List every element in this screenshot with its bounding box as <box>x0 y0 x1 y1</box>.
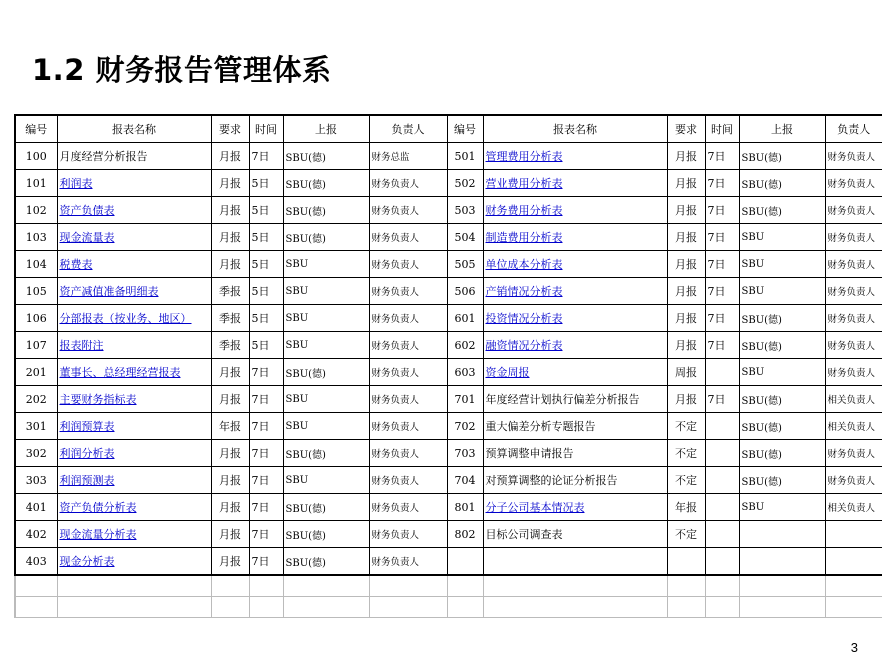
table-row <box>15 251 882 278</box>
cell-report-to-right <box>739 521 825 548</box>
table-row <box>15 548 882 576</box>
cell-report-to-right: SBU(德) <box>739 305 825 332</box>
empty-cell <box>447 597 483 618</box>
cell-report-name-right <box>483 305 667 332</box>
empty-cell <box>739 575 825 597</box>
report-link[interactable]: 现金流量分析表 <box>59 528 137 541</box>
cell-no: 100 <box>15 143 57 170</box>
report-link[interactable]: 资产负债分析表 <box>59 501 137 514</box>
cell-requirement: 月报 <box>211 170 249 197</box>
cell-no-right: 503 <box>447 197 483 224</box>
table-row <box>15 143 882 170</box>
empty-cell <box>825 597 882 618</box>
empty-cell <box>249 575 283 597</box>
cell-report-to: SBU(德) <box>283 359 369 386</box>
cell-owner: 财务负责人 <box>369 278 447 305</box>
cell-owner: 财务负责人 <box>369 332 447 359</box>
report-link[interactable]: 董事长、总经理经营报表 <box>59 366 181 379</box>
cell-time-right: 7日 <box>705 278 739 305</box>
cell-no-right: 704 <box>447 467 483 494</box>
empty-cell <box>825 575 882 597</box>
cell-time: 5日 <box>249 305 283 332</box>
cell-report-name-right <box>483 332 667 359</box>
report-link[interactable]: 投资情况分析表 <box>485 312 563 325</box>
report-link[interactable]: 分子公司基本情况表 <box>485 501 585 514</box>
cell-no: 101 <box>15 170 57 197</box>
cell-time: 7日 <box>249 440 283 467</box>
header-owner: 负责人 <box>369 115 447 143</box>
empty-cell <box>211 597 249 618</box>
cell-no: 301 <box>15 413 57 440</box>
cell-time: 5日 <box>249 332 283 359</box>
cell-requirement-right: 月报 <box>667 386 705 413</box>
cell-time-right: 7日 <box>705 305 739 332</box>
cell-requirement-right: 月报 <box>667 224 705 251</box>
empty-cell <box>211 575 249 597</box>
cell-owner: 财务负责人 <box>369 413 447 440</box>
cell-report-name-right <box>483 224 667 251</box>
cell-owner: 财务负责人 <box>369 521 447 548</box>
cell-no: 105 <box>15 278 57 305</box>
empty-cell <box>705 575 739 597</box>
header-no: 编号 <box>15 115 57 143</box>
header-requirement-right: 要求 <box>667 115 705 143</box>
cell-report-to: SBU <box>283 386 369 413</box>
header-time: 时间 <box>249 115 283 143</box>
cell-report-name-right <box>483 143 667 170</box>
cell-report-to-right: SBU <box>739 494 825 521</box>
cell-owner: 财务负责人 <box>369 494 447 521</box>
cell-requirement: 月报 <box>211 143 249 170</box>
empty-cell <box>249 597 283 618</box>
cell-no: 201 <box>15 359 57 386</box>
cell-time: 5日 <box>249 197 283 224</box>
cell-owner: 财务负责人 <box>369 305 447 332</box>
cell-no-right: 602 <box>447 332 483 359</box>
cell-no: 104 <box>15 251 57 278</box>
report-link[interactable]: 现金分析表 <box>59 555 115 568</box>
cell-report-to-right: SBU(德) <box>739 467 825 494</box>
cell-time-right: 7日 <box>705 143 739 170</box>
cell-requirement-right: 月报 <box>667 332 705 359</box>
empty-row <box>15 597 882 618</box>
cell-report-to-right: SBU <box>739 251 825 278</box>
table-row <box>15 359 882 386</box>
cell-owner-right <box>825 548 882 576</box>
cell-owner: 财务负责人 <box>369 170 447 197</box>
cell-report-to-right: SBU <box>739 278 825 305</box>
cell-time: 7日 <box>249 521 283 548</box>
cell-no: 102 <box>15 197 57 224</box>
empty-cell <box>369 575 447 597</box>
cell-owner: 财务负责人 <box>369 359 447 386</box>
cell-report-name <box>57 278 211 305</box>
header-owner-right: 负责人 <box>825 115 882 143</box>
cell-owner: 财务负责人 <box>369 197 447 224</box>
cell-time-right <box>705 521 739 548</box>
cell-report-name-right <box>483 359 667 386</box>
cell-owner: 财务总监 <box>369 143 447 170</box>
empty-cell <box>369 597 447 618</box>
cell-owner-right: 财务负责人 <box>825 197 882 224</box>
empty-cell <box>283 597 369 618</box>
cell-requirement: 月报 <box>211 197 249 224</box>
cell-report-to-right: SBU(德) <box>739 413 825 440</box>
cell-report-to: SBU <box>283 278 369 305</box>
cell-report-to-right: SBU(德) <box>739 197 825 224</box>
cell-owner: 财务负责人 <box>369 467 447 494</box>
cell-time-right: 7日 <box>705 224 739 251</box>
cell-requirement-right: 月报 <box>667 197 705 224</box>
cell-owner-right: 财务负责人 <box>825 224 882 251</box>
cell-time: 7日 <box>249 494 283 521</box>
cell-owner-right: 相关负责人 <box>825 413 882 440</box>
cell-no-right: 702 <box>447 413 483 440</box>
page-number: 3 <box>850 640 858 655</box>
table-row <box>15 494 882 521</box>
cell-no-right: 601 <box>447 305 483 332</box>
cell-report-name <box>57 224 211 251</box>
report-link[interactable]: 产销情况分析表 <box>485 285 563 298</box>
empty-row <box>15 575 882 597</box>
report-link[interactable]: 利润预测表 <box>59 474 115 487</box>
cell-requirement-right: 周报 <box>667 359 705 386</box>
cell-report-name: 月度经营分析报告 <box>57 143 211 170</box>
empty-cell <box>483 597 667 618</box>
cell-time-right <box>705 413 739 440</box>
cell-report-to: SBU(德) <box>283 197 369 224</box>
cell-no: 103 <box>15 224 57 251</box>
cell-no: 402 <box>15 521 57 548</box>
cell-report-to-right: SBU(德) <box>739 143 825 170</box>
empty-cell <box>15 575 57 597</box>
cell-report-to-right: SBU <box>739 359 825 386</box>
table-row <box>15 197 882 224</box>
report-link[interactable]: 主要财务指标表 <box>59 393 137 406</box>
cell-no: 403 <box>15 548 57 576</box>
cell-requirement: 月报 <box>211 359 249 386</box>
report-link[interactable]: 管理费用分析表 <box>485 150 563 163</box>
cell-owner-right: 财务负责人 <box>825 143 882 170</box>
cell-no-right: 504 <box>447 224 483 251</box>
cell-no-right: 603 <box>447 359 483 386</box>
cell-no-right: 501 <box>447 143 483 170</box>
cell-requirement: 月报 <box>211 494 249 521</box>
empty-cell <box>57 575 211 597</box>
cell-requirement: 年报 <box>211 413 249 440</box>
cell-requirement-right: 不定 <box>667 440 705 467</box>
cell-report-to: SBU(德) <box>283 440 369 467</box>
header-report-to: 上报 <box>283 115 369 143</box>
table-row <box>15 170 882 197</box>
cell-report-to-right <box>739 548 825 576</box>
cell-time: 5日 <box>249 278 283 305</box>
cell-requirement-right: 不定 <box>667 521 705 548</box>
cell-requirement: 月报 <box>211 224 249 251</box>
cell-report-to: SBU(德) <box>283 170 369 197</box>
cell-time: 5日 <box>249 251 283 278</box>
report-link[interactable]: 分部报表（按业务、地区） <box>59 312 192 325</box>
header-report-to-right: 上报 <box>739 115 825 143</box>
table-row <box>15 386 882 413</box>
table-row <box>15 440 882 467</box>
cell-requirement-right: 月报 <box>667 143 705 170</box>
table-row <box>15 521 882 548</box>
cell-report-to: SBU(德) <box>283 494 369 521</box>
table-row <box>15 278 882 305</box>
cell-owner-right: 财务负责人 <box>825 359 882 386</box>
cell-report-name <box>57 548 211 576</box>
cell-report-name <box>57 494 211 521</box>
cell-owner-right: 相关负责人 <box>825 386 882 413</box>
cell-requirement: 季报 <box>211 332 249 359</box>
cell-time-right: 7日 <box>705 170 739 197</box>
cell-report-name <box>57 521 211 548</box>
cell-time: 7日 <box>249 548 283 576</box>
report-link[interactable]: 资产减值准备明细表 <box>59 285 159 298</box>
cell-report-to: SBU(德) <box>283 548 369 576</box>
cell-report-to: SBU <box>283 251 369 278</box>
report-link[interactable]: 利润分析表 <box>59 447 115 460</box>
cell-owner-right: 财务负责人 <box>825 170 882 197</box>
cell-requirement-right: 不定 <box>667 413 705 440</box>
cell-owner-right: 财务负责人 <box>825 278 882 305</box>
cell-time: 5日 <box>249 170 283 197</box>
cell-owner: 财务负责人 <box>369 251 447 278</box>
cell-time-right: 7日 <box>705 386 739 413</box>
header-name: 报表名称 <box>57 115 211 143</box>
cell-report-name-right: 年度经营计划执行偏差分析报告 <box>483 386 667 413</box>
empty-cell <box>283 575 369 597</box>
cell-owner-right: 财务负责人 <box>825 467 882 494</box>
header-name-right: 报表名称 <box>483 115 667 143</box>
header-time-right: 时间 <box>705 115 739 143</box>
cell-no-right: 701 <box>447 386 483 413</box>
cell-report-to: SBU <box>283 332 369 359</box>
table-row <box>15 332 882 359</box>
empty-cell <box>739 597 825 618</box>
cell-report-name-right: 目标公司调查表 <box>483 521 667 548</box>
report-link[interactable]: 财务费用分析表 <box>485 204 563 217</box>
empty-cell <box>447 575 483 597</box>
cell-report-name <box>57 305 211 332</box>
cell-report-to: SBU(德) <box>283 521 369 548</box>
cell-requirement: 月报 <box>211 467 249 494</box>
cell-report-name-right <box>483 548 667 576</box>
header-row <box>15 115 882 143</box>
cell-owner-right: 财务负责人 <box>825 251 882 278</box>
empty-cell <box>483 575 667 597</box>
cell-report-name <box>57 467 211 494</box>
cell-no-right <box>447 548 483 576</box>
table-row <box>15 467 882 494</box>
cell-no: 401 <box>15 494 57 521</box>
cell-owner-right: 相关负责人 <box>825 494 882 521</box>
cell-time-right: 7日 <box>705 197 739 224</box>
cell-requirement: 月报 <box>211 251 249 278</box>
cell-time-right <box>705 467 739 494</box>
cell-no-right: 703 <box>447 440 483 467</box>
cell-report-name-right <box>483 278 667 305</box>
cell-requirement-right: 月报 <box>667 278 705 305</box>
cell-report-to: SBU(德) <box>283 224 369 251</box>
cell-requirement-right: 月报 <box>667 170 705 197</box>
cell-report-to: SBU <box>283 305 369 332</box>
cell-report-name <box>57 251 211 278</box>
cell-requirement: 月报 <box>211 548 249 576</box>
cell-report-name <box>57 386 211 413</box>
cell-requirement-right: 不定 <box>667 467 705 494</box>
cell-time: 7日 <box>249 359 283 386</box>
cell-owner-right <box>825 521 882 548</box>
cell-owner: 财务负责人 <box>369 386 447 413</box>
cell-report-name-right: 预算调整申请报告 <box>483 440 667 467</box>
cell-time-right: 7日 <box>705 251 739 278</box>
report-link[interactable]: 现金流量表 <box>59 231 115 244</box>
cell-requirement-right <box>667 548 705 576</box>
page-title: 1.2 财务报告管理体系 <box>32 53 332 87</box>
cell-no: 107 <box>15 332 57 359</box>
cell-time-right: 7日 <box>705 332 739 359</box>
cell-time-right <box>705 359 739 386</box>
report-table <box>14 114 882 618</box>
cell-requirement-right: 年报 <box>667 494 705 521</box>
report-link[interactable]: 资产负债表 <box>59 204 115 217</box>
cell-requirement-right: 月报 <box>667 251 705 278</box>
empty-cell <box>15 597 57 618</box>
cell-report-to-right: SBU(德) <box>739 440 825 467</box>
report-link[interactable]: 融资情况分析表 <box>485 339 563 352</box>
cell-report-name <box>57 413 211 440</box>
cell-no-right: 801 <box>447 494 483 521</box>
table-row <box>15 305 882 332</box>
cell-owner: 财务负责人 <box>369 224 447 251</box>
cell-time-right <box>705 548 739 576</box>
cell-time: 5日 <box>249 224 283 251</box>
cell-report-name-right <box>483 494 667 521</box>
cell-requirement: 月报 <box>211 386 249 413</box>
cell-report-name-right: 重大偏差分析专题报告 <box>483 413 667 440</box>
empty-cell <box>667 597 705 618</box>
cell-report-name <box>57 332 211 359</box>
cell-owner-right: 财务负责人 <box>825 332 882 359</box>
cell-report-name-right <box>483 251 667 278</box>
report-link[interactable]: 报表附注 <box>59 339 104 352</box>
cell-time: 7日 <box>249 413 283 440</box>
cell-no: 302 <box>15 440 57 467</box>
cell-owner: 财务负责人 <box>369 548 447 576</box>
report-link[interactable]: 税费表 <box>59 258 93 271</box>
report-link[interactable]: 资金周报 <box>485 366 530 379</box>
cell-report-name <box>57 197 211 224</box>
cell-requirement-right: 月报 <box>667 305 705 332</box>
cell-no: 106 <box>15 305 57 332</box>
cell-no: 202 <box>15 386 57 413</box>
table-row <box>15 413 882 440</box>
cell-time-right <box>705 494 739 521</box>
cell-report-to-right: SBU(德) <box>739 170 825 197</box>
cell-no: 303 <box>15 467 57 494</box>
cell-no-right: 802 <box>447 521 483 548</box>
cell-requirement: 季报 <box>211 305 249 332</box>
cell-no-right: 506 <box>447 278 483 305</box>
cell-requirement: 月报 <box>211 521 249 548</box>
table-row <box>15 224 882 251</box>
cell-report-to-right: SBU <box>739 224 825 251</box>
cell-report-to-right: SBU(德) <box>739 332 825 359</box>
header-requirement: 要求 <box>211 115 249 143</box>
report-link[interactable]: 营业费用分析表 <box>485 177 563 190</box>
cell-report-name <box>57 359 211 386</box>
cell-report-to-right: SBU(德) <box>739 386 825 413</box>
cell-report-to: SBU <box>283 413 369 440</box>
cell-no-right: 502 <box>447 170 483 197</box>
cell-owner-right: 财务负责人 <box>825 305 882 332</box>
empty-cell <box>57 597 211 618</box>
cell-requirement: 月报 <box>211 440 249 467</box>
report-link[interactable]: 制造费用分析表 <box>485 231 563 244</box>
cell-report-to: SBU <box>283 467 369 494</box>
report-link[interactable]: 利润预算表 <box>59 420 115 433</box>
header-no-right: 编号 <box>447 115 483 143</box>
cell-time: 7日 <box>249 386 283 413</box>
empty-cell <box>705 597 739 618</box>
cell-report-name <box>57 440 211 467</box>
cell-report-name <box>57 170 211 197</box>
cell-owner: 财务负责人 <box>369 440 447 467</box>
cell-time: 7日 <box>249 467 283 494</box>
empty-cell <box>667 575 705 597</box>
cell-report-to: SBU(德) <box>283 143 369 170</box>
cell-time: 7日 <box>249 143 283 170</box>
cell-report-name-right: 对预算调整的论证分析报告 <box>483 467 667 494</box>
cell-time-right <box>705 440 739 467</box>
cell-no-right: 505 <box>447 251 483 278</box>
cell-owner-right: 财务负责人 <box>825 440 882 467</box>
report-link[interactable]: 单位成本分析表 <box>485 258 563 271</box>
report-link[interactable]: 利润表 <box>59 177 93 190</box>
cell-requirement: 季报 <box>211 278 249 305</box>
cell-report-name-right <box>483 170 667 197</box>
cell-report-name-right <box>483 197 667 224</box>
